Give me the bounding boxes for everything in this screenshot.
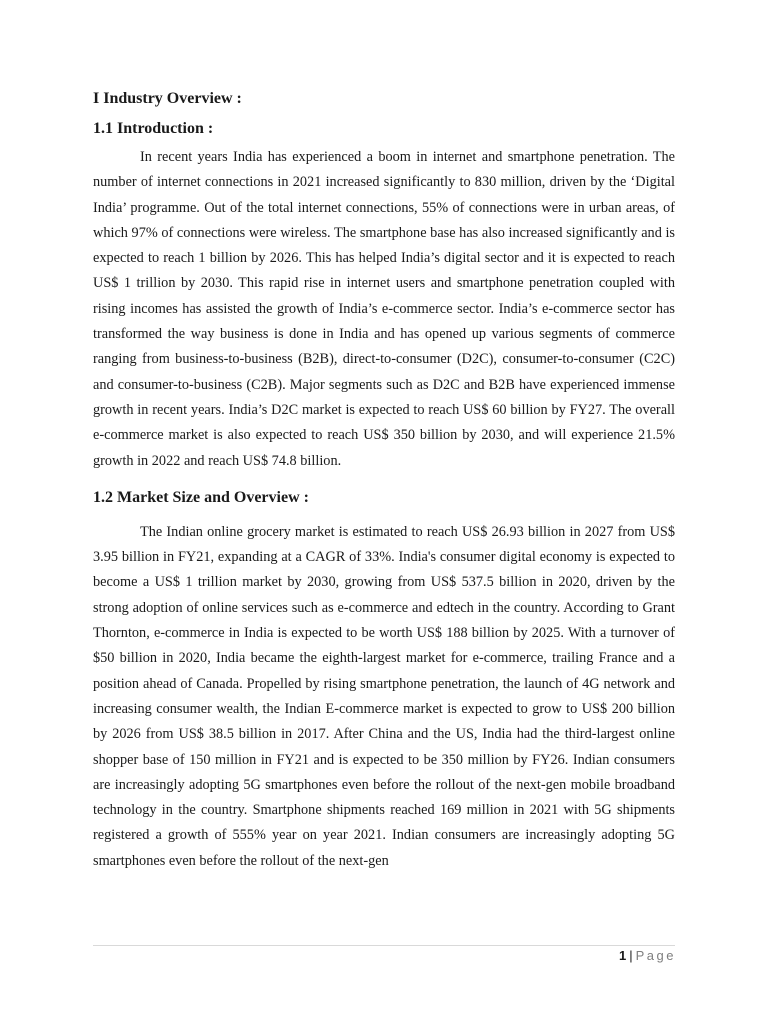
section-heading-introduction: 1.1 Introduction : [93, 120, 214, 137]
introduction-paragraph: In recent years India has experienced a boom in internet and smartphone penetration. The number of internet connections in 2021 increased significantly to 830 million, driven by the ‘Digital India’ programme. Out of the total internet connections, 55% of connections were in urban areas, of which 97% of connections were wireless. The smartphone base has also increased significantly and is expected to reach 1 billion by 2026. This has helped India’s digital sector and it is expected to reach US$ 1 trillion by 2030. This rapid rise in internet users and smartphone penetration coupled with rising incomes has assisted the growth of India’s e-commerce sector. India’s e-commerce sector has transformed the way business is done in India and has opened up various segments of commerce ranging from business-to-business (B2B), direct-to-consumer (D2C), consumer-to-consumer (C2C) and consumer-to-business (C2B). Major segments such as D2C and B2B have experienced immense growth in recent years. India’s D2C market is expected to reach US$ 60 billion by FY27. The overall e-commerce market is also expected to reach US$ 350 billion by 2030, and will experience 21.5% growth in 2022 and reach US$ 74.8 billion. [93, 149, 675, 469]
section-heading-market-size: 1.2 Market Size and Overview : [93, 488, 309, 506]
footer-divider [93, 945, 675, 946]
document-page [93, 88, 675, 874]
chapter-heading: I Industry Overview : [93, 90, 242, 107]
market-size-paragraph: The Indian online grocery market is estimated to reach US$ 26.93 billion in 2027 from US$ 3.95 billion in FY21, expanding at a CAGR of 33%. India's consumer digital economy is expected to become a US$ 1 trillion market by 2030, growing from US$ 537.5 billion in 2020, driven by the strong adoption of online services such as e-commerce and edtech in the country. According to Grant Thornton, e-commerce in India is expected to be worth US$ 188 billion by 2025. With a turnover of $50 billion in 2020, India became the eighth-largest market for e-commerce, trailing France and a position ahead of Canada. Propelled by rising smartphone penetration, the launch of 4G network and increasing consumer wealth, the Indian E-commerce market is expected to grow to US$ 200 billion by 2026 from US$ 38.5 billion in 2017. After China and the US, India had the third-largest online shopper base of 150 million in FY21 and is expected to be 350 million by FY26. Indian consumers are increasingly adopting 5G smartphones even before the rollout of the next-gen mobile broadband technology in the country. Smartphone shipments reached 169 million in 2021 with 5G shipments registered a growth of 555% year on year 2021. Indian consumers are increasingly adopting 5G smartphones even before the rollout of the next-gen [93, 523, 675, 869]
page-footer [619, 947, 676, 965]
page-number: 1 [619, 948, 627, 963]
footer-separator: | [629, 948, 633, 963]
page-label: Page [635, 948, 676, 963]
